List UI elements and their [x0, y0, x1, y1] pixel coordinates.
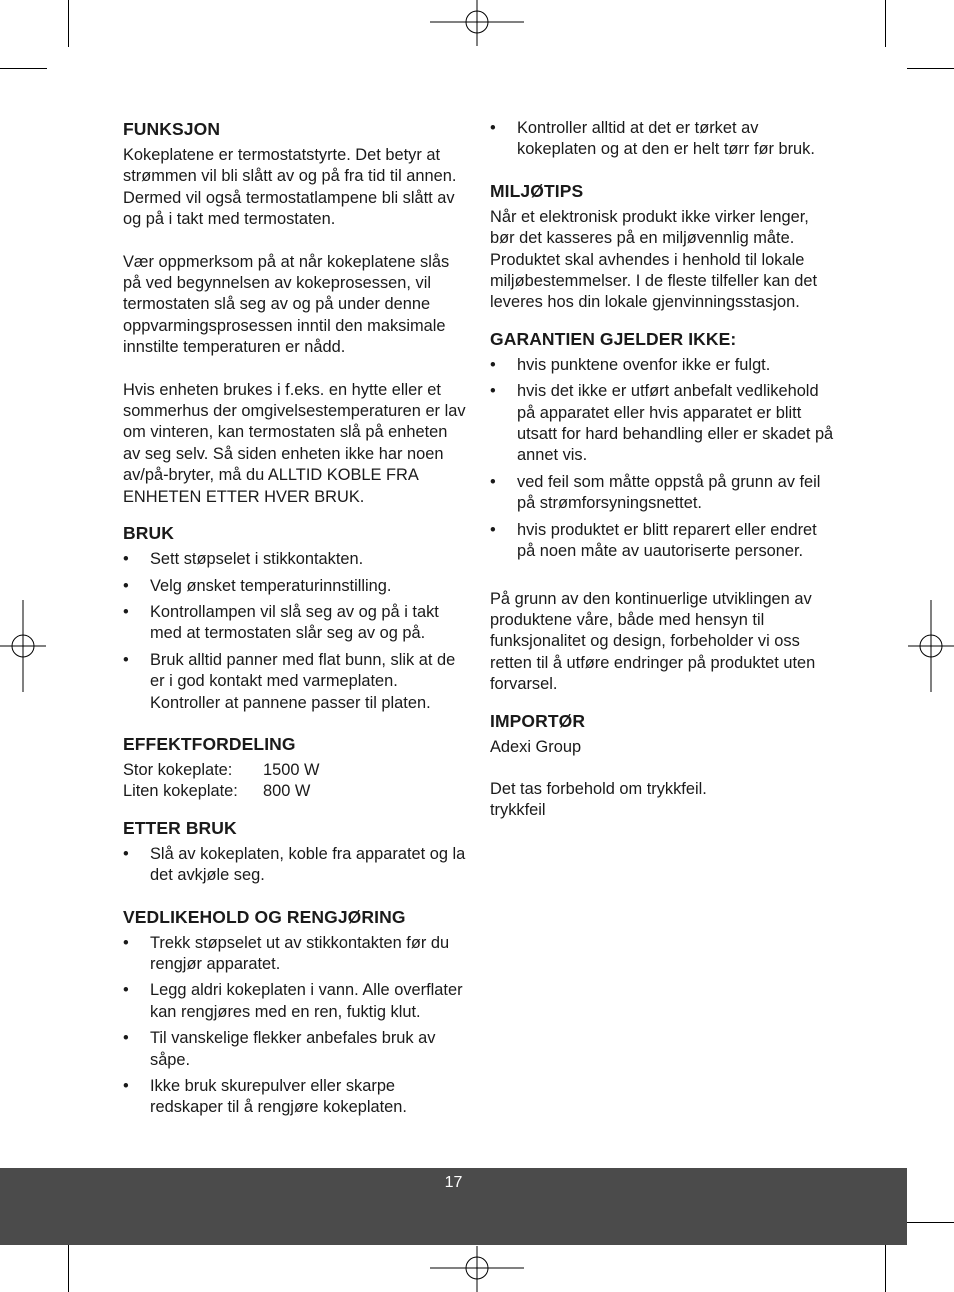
list-item-text: Trekk støpselet ut av stikkontakten før du rengjør apparatet. [150, 933, 450, 973]
list-item [490, 472, 835, 515]
list-item [123, 576, 468, 597]
registration-mark-top [430, 0, 524, 46]
list-item [123, 844, 468, 887]
bullet-list [490, 118, 835, 161]
list-item-text: hvis produktet er blitt reparert eller endret på noen måte av uautoriserte personer. [517, 520, 817, 561]
section-vedlikehold [123, 906, 468, 1119]
list-item [123, 650, 468, 714]
footer-bar [0, 1168, 907, 1245]
paragraph: Hvis enheten brukes i f.eks. en hytte eller et sommerhus der omgivelsestemperaturen er lav om vinteren, kan termostaten slå på enheten av seg selv. Så siden enheten ikke har noen av/på-bryter, må du ALLTID KOBLE FRA ENHETEN ETTER HVER BRUK. [123, 380, 466, 506]
list-item-text: Bruk alltid panner med flat bunn, slik at de er i god kontakt med varmeplaten. Kontroller at pannene passer til platen. [150, 650, 456, 712]
list-item-text: Velg ønsket temperaturinnstilling. [150, 576, 392, 595]
bullet-list [123, 933, 468, 1119]
crop-mark [907, 68, 954, 69]
section-heading: FUNKSJON [123, 119, 221, 139]
spec-label: Stor kokeplate: [123, 760, 233, 779]
bullet-icon: • [123, 576, 129, 595]
section-heading: BRUK [123, 523, 174, 544]
bullet-icon: • [490, 382, 496, 401]
list-item-text: Sett støpselet i stikkontakten. [150, 550, 364, 569]
bullet-icon: • [123, 933, 129, 952]
spec-value: 1500 W [263, 760, 320, 779]
bullet-icon: • [123, 1029, 129, 1048]
page-number: 17 [444, 1174, 463, 1191]
bullet-icon: • [490, 472, 496, 491]
list-item-text: hvis punktene ovenfor ikke er fulgt. [517, 355, 771, 374]
list-item [490, 118, 835, 161]
section-funksjon [123, 118, 468, 508]
list-item [123, 602, 468, 645]
disclaimer: Det tas forbehold om trykkfeil. [490, 779, 707, 798]
bullet-icon: • [490, 119, 496, 137]
section-heading: GARANTIEN GJELDER IKKE: [490, 328, 737, 349]
crop-mark [68, 0, 69, 47]
right-column [490, 118, 835, 822]
left-column [123, 118, 468, 1124]
section-heading: IMPORTØR [490, 710, 586, 731]
crop-mark [885, 0, 886, 47]
list-item-text: Kontrollampen vil slå seg av og på i takt med at termostaten slår seg av og på. [150, 602, 439, 643]
section-bruk [123, 522, 468, 714]
list-item [123, 549, 468, 570]
list-item-text: ved feil som måtte oppstå på grunn av feil på strømforsyningsnettet. [517, 472, 821, 513]
list-item [123, 1076, 468, 1119]
bullet-icon: • [123, 650, 129, 669]
section-heading: ETTER BRUK [123, 817, 237, 838]
section-heading: VEDLIKEHOLD OG RENGJØRING [123, 906, 406, 927]
registration-mark-left [0, 600, 46, 692]
bullet-list [123, 844, 468, 887]
spec-row [123, 760, 468, 781]
section-importor [490, 710, 835, 822]
list-item [123, 933, 468, 976]
list-item-text: Slå av kokeplaten, koble fra apparatet og la det avkjøle seg. [150, 844, 466, 885]
list-item [123, 980, 468, 1023]
bullet-icon: • [490, 355, 496, 374]
bullet-icon: • [123, 1077, 129, 1095]
registration-mark-right [908, 600, 954, 692]
crop-mark [885, 1245, 886, 1292]
spec-value: 800 W [263, 782, 311, 801]
crop-mark [907, 1222, 954, 1223]
section-heading: EFFEKTFORDELING [123, 733, 296, 754]
paragraph: På grunn av den kontinuerlige utviklingen av produktene våre, både med hensyn til funksjonalitet og design, forbeholder vi oss retten til å utføre endringer på produktet uten forvarsel. [490, 589, 816, 694]
section-etter-bruk [123, 817, 468, 887]
list-item-text: Ikke bruk skurepulver eller skarpe redskaper til å rengjøre kokeplaten. [150, 1077, 407, 1117]
bullet-list [123, 549, 468, 714]
section-garantien [490, 328, 835, 696]
bullet-icon: • [123, 844, 129, 863]
list-item-text: Kontroller alltid at det er tørket av kokeplaten og at den er helt tørr før bruk. [517, 119, 815, 159]
paragraph: Vær oppmerksom på at når kokeplatene slås på ved begynnelsen av kokeprosessen, vil termostaten slå seg av og på under denne oppvarmingsprosessen inntil den maksimale innstilte temperaturen er nådd. [123, 252, 450, 357]
bullet-icon: • [123, 981, 129, 1000]
list-item [123, 1028, 468, 1071]
list-item-text: Til vanskelige flekker anbefales bruk av såpe. [150, 1029, 436, 1069]
bullet-icon: • [123, 602, 129, 621]
list-item [490, 381, 835, 467]
paragraph: Kokeplatene er termostatstyrte. Det betyr at strømmen vil bli slått av og på fra tid til annen. Dermed vil også termostatlampene bli slått av og på i takt med termostaten. [123, 146, 457, 229]
bullet-icon: • [490, 520, 496, 539]
bullet-icon: • [123, 550, 129, 569]
spec-row [123, 781, 468, 802]
list-item [490, 520, 835, 563]
company-name: Adexi Group [490, 737, 582, 756]
section-heading: MILJØTIPS [490, 180, 584, 201]
disclaimer-extra: trykkfeil [490, 801, 546, 820]
bullet-list [490, 355, 835, 563]
list-item-text: hvis det ikke er utført anbefalt vedlikehold på apparatet eller hvis apparatet er blitt utsatt for hard behandling eller er skadet på annet vis. [517, 382, 834, 465]
list-item-text: Legg aldri kokeplaten i vann. Alle overflater kan rengjøres med en ren, fuktig klut. [150, 981, 463, 1021]
registration-mark-bottom [430, 1246, 524, 1292]
list-item [490, 355, 835, 376]
spec-label: Liten kokeplate: [123, 782, 238, 801]
crop-mark [68, 1245, 69, 1292]
paragraph: Når et elektronisk produkt ikke virker lenger, bør det kasseres på en miljøvennlig måte. Produktet skal avhendes i henhold til lokale miljøbestemmelser. I de fleste tilfeller kan det leveres hos din lokale gjenvinningsstasjon. [490, 207, 818, 312]
crop-mark [0, 68, 47, 69]
section-effektfordeling [123, 733, 468, 803]
section-miljotips [490, 180, 835, 314]
